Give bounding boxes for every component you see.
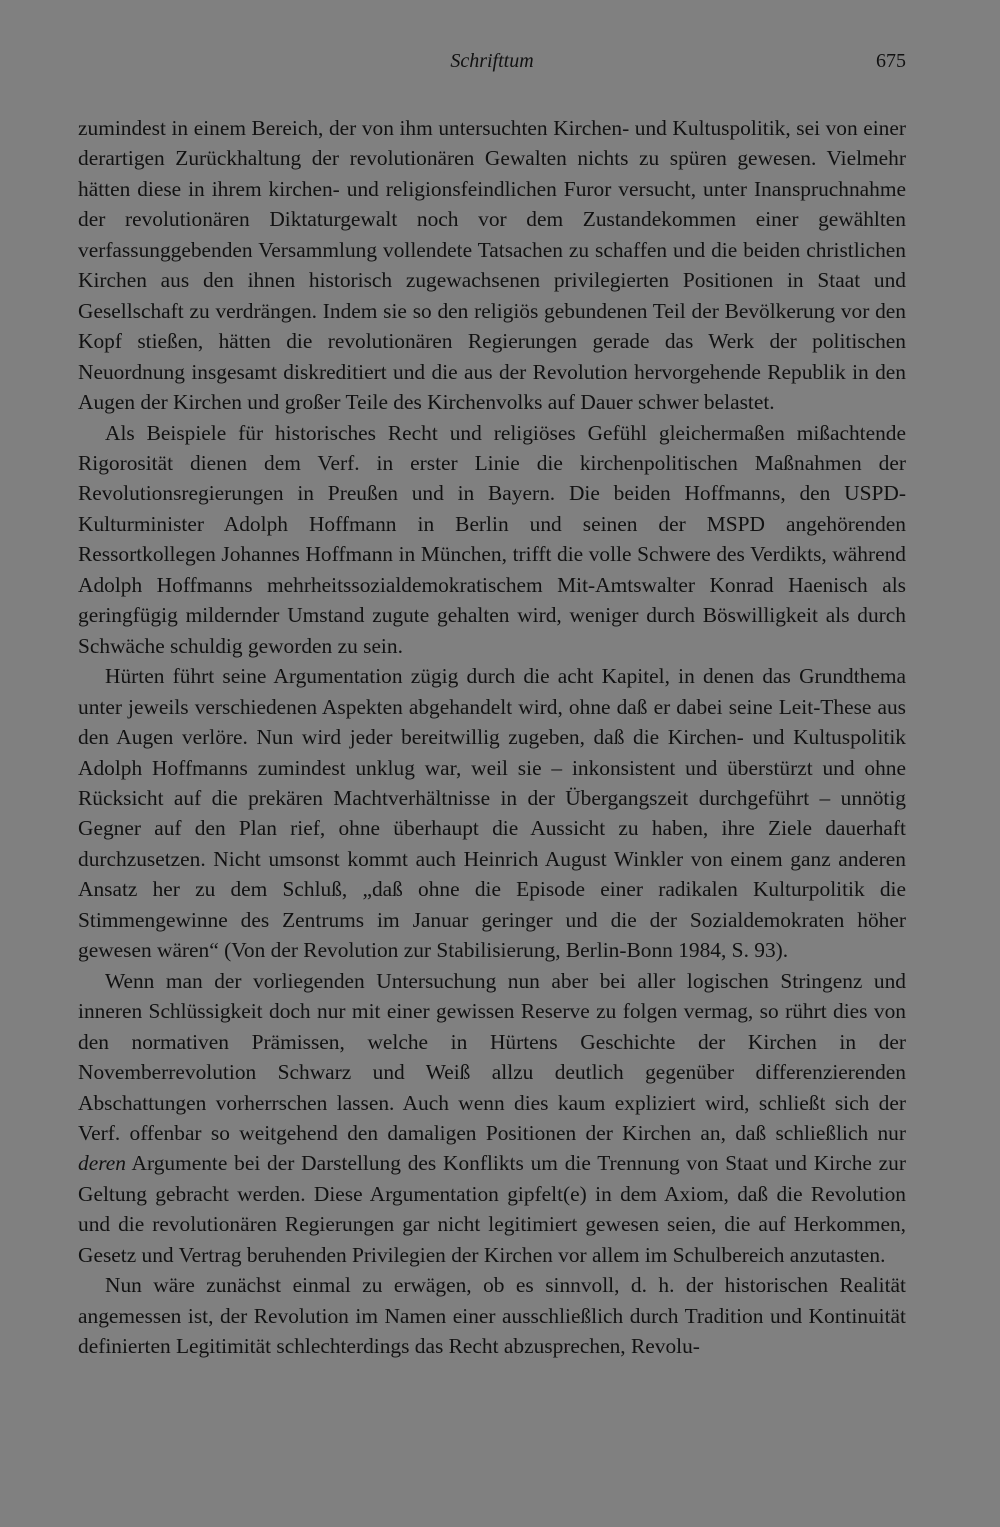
paragraph-text: Hürten führt seine Argumentation zügig durch die acht Kapitel, in denen das Grundthema unter jeweils verschiedenen Aspekten abgehandelt wird, ohne daß er dabei seine Leit-These aus den Augen verlöre. Nun wird jeder bereitwillig zugeben, daß die Kirchen- und Kultuspolitik Adolph Hoffmanns zumindest unklug war, weil sie – inkonsistent und überstürzt und ohne Rücksicht auf die prekären Machtverhältnisse in der Übergangszeit durchgeführt – unnötig Gegner auf den Plan rief, ohne überhaupt die Aussicht zu haben, ihre Ziele dauerhaft durchzusetzen. Nicht umsonst kommt auch Heinrich August Winkler von einem ganz anderen Ansatz her zu dem Schluß, „daß ohne die Episode einer radikalen Kulturpolitik die Stimmengewinne des Zentrums im Januar geringer und die der Sozialdemokraten höher gewesen wären“ (Von der Revolution zur Stabilisierung, Berlin-Bonn 1984, S. 93).: [78, 664, 906, 963]
paragraph-4: [78, 966, 906, 1271]
page-number: 675: [876, 50, 906, 72]
running-head: Schrifttum: [450, 50, 534, 72]
page-header: [78, 50, 906, 78]
page-body: [78, 113, 906, 1362]
emphasized-word: deren: [78, 1151, 126, 1176]
paragraph-5: [78, 1270, 906, 1361]
paragraph-3: [78, 661, 906, 966]
paragraph-text: zumindest in einem Bereich, der von ihm untersuchten Kirchen- und Kultuspolitik, sei von einer derartigen Zurückhaltung der revolutionären Gewalten nichts zu spüren gewesen. Vielmehr hätten diese in ihrem kirchen- und religionsfeindlichen Furor versucht, unter Inanspruchnahme der revolutionären Diktaturgewalt noch vor dem Zustandekommen einer gewählten verfassunggebenden Versammlung vollendete Tatsachen zu schaffen und die beiden christlichen Kirchen aus den ihnen historisch zugewachsenen privilegierten Positionen in Staat und Gesellschaft zu verdrängen. Indem sie so den religiös gebundenen Teil der Bevölkerung vor den Kopf stießen, hätten die revolutionären Regierungen gerade das Werk der politischen Neuordnung insgesamt diskreditiert und die aus der Revolution hervorgehende Republik in den Augen der Kirchen und großer Teile des Kirchenvolks auf Dauer schwer belastet.: [78, 116, 906, 415]
paragraph-text: Nun wäre zunächst einmal zu erwägen, ob es sinnvoll, d. h. der historischen Realität angemessen ist, der Revolution im Namen einer ausschließlich durch Tradition und Kontinuität definierten Legitimität schlechterdings das Recht abzusprechen, Revolu-: [78, 1273, 906, 1359]
paragraph-2: [78, 418, 906, 662]
paragraph-text-continued: Argumente bei der Darstellung des Konflikts um die Trennung von Staat und Kirche zur Geltung gebracht werden. Diese Argumentation gipfelt(e) in dem Axiom, daß die Revolution und die revolutionären Regierungen gar nicht legitimiert gewesen seien, die auf Herkommen, Gesetz und Vertrag beruhenden Privilegien der Kirchen vor allem im Schulbereich anzutasten.: [78, 1151, 906, 1267]
paragraph-1: [78, 113, 906, 418]
paragraph-text: Als Beispiele für historisches Recht und religiöses Gefühl gleichermaßen mißachtende Rigorosität dienen dem Verf. in erster Linie die kirchenpolitischen Maßnahmen der Revolutionsregierungen in Preußen und in Bayern. Die beiden Hoffmanns, den USPD-Kulturminister Adolph Hoffmann in Berlin und seinen der MSPD angehörenden Ressortkollegen Johannes Hoffmann in München, trifft die volle Schwere des Verdikts, während Adolph Hoffmanns mehrheitssozialdemokratischem Mit-Amtswalter Konrad Haenisch als geringfügig mildernder Umstand zugute gehalten wird, weniger durch Böswilligkeit als durch Schwäche schuldig geworden zu sein.: [78, 420, 906, 658]
paragraph-text: Wenn man der vorliegenden Untersuchung nun aber bei aller logischen Stringenz und inneren Schlüssigkeit doch nur mit einer gewissen Reserve zu folgen vermag, so rührt dies von den normativen Prämissen, welche in Hürtens Geschichte der Kirchen in der Novemberrevolution Schwarz und Weiß allzu deutlich gegenüber differenzierenden Abschattungen vorherrschen lassen. Auch wenn dies kaum expliziert wird, schließt sich der Verf. offenbar so weitgehend den damaligen Positionen der Kirchen an, daß schließlich nur: [78, 968, 906, 1145]
